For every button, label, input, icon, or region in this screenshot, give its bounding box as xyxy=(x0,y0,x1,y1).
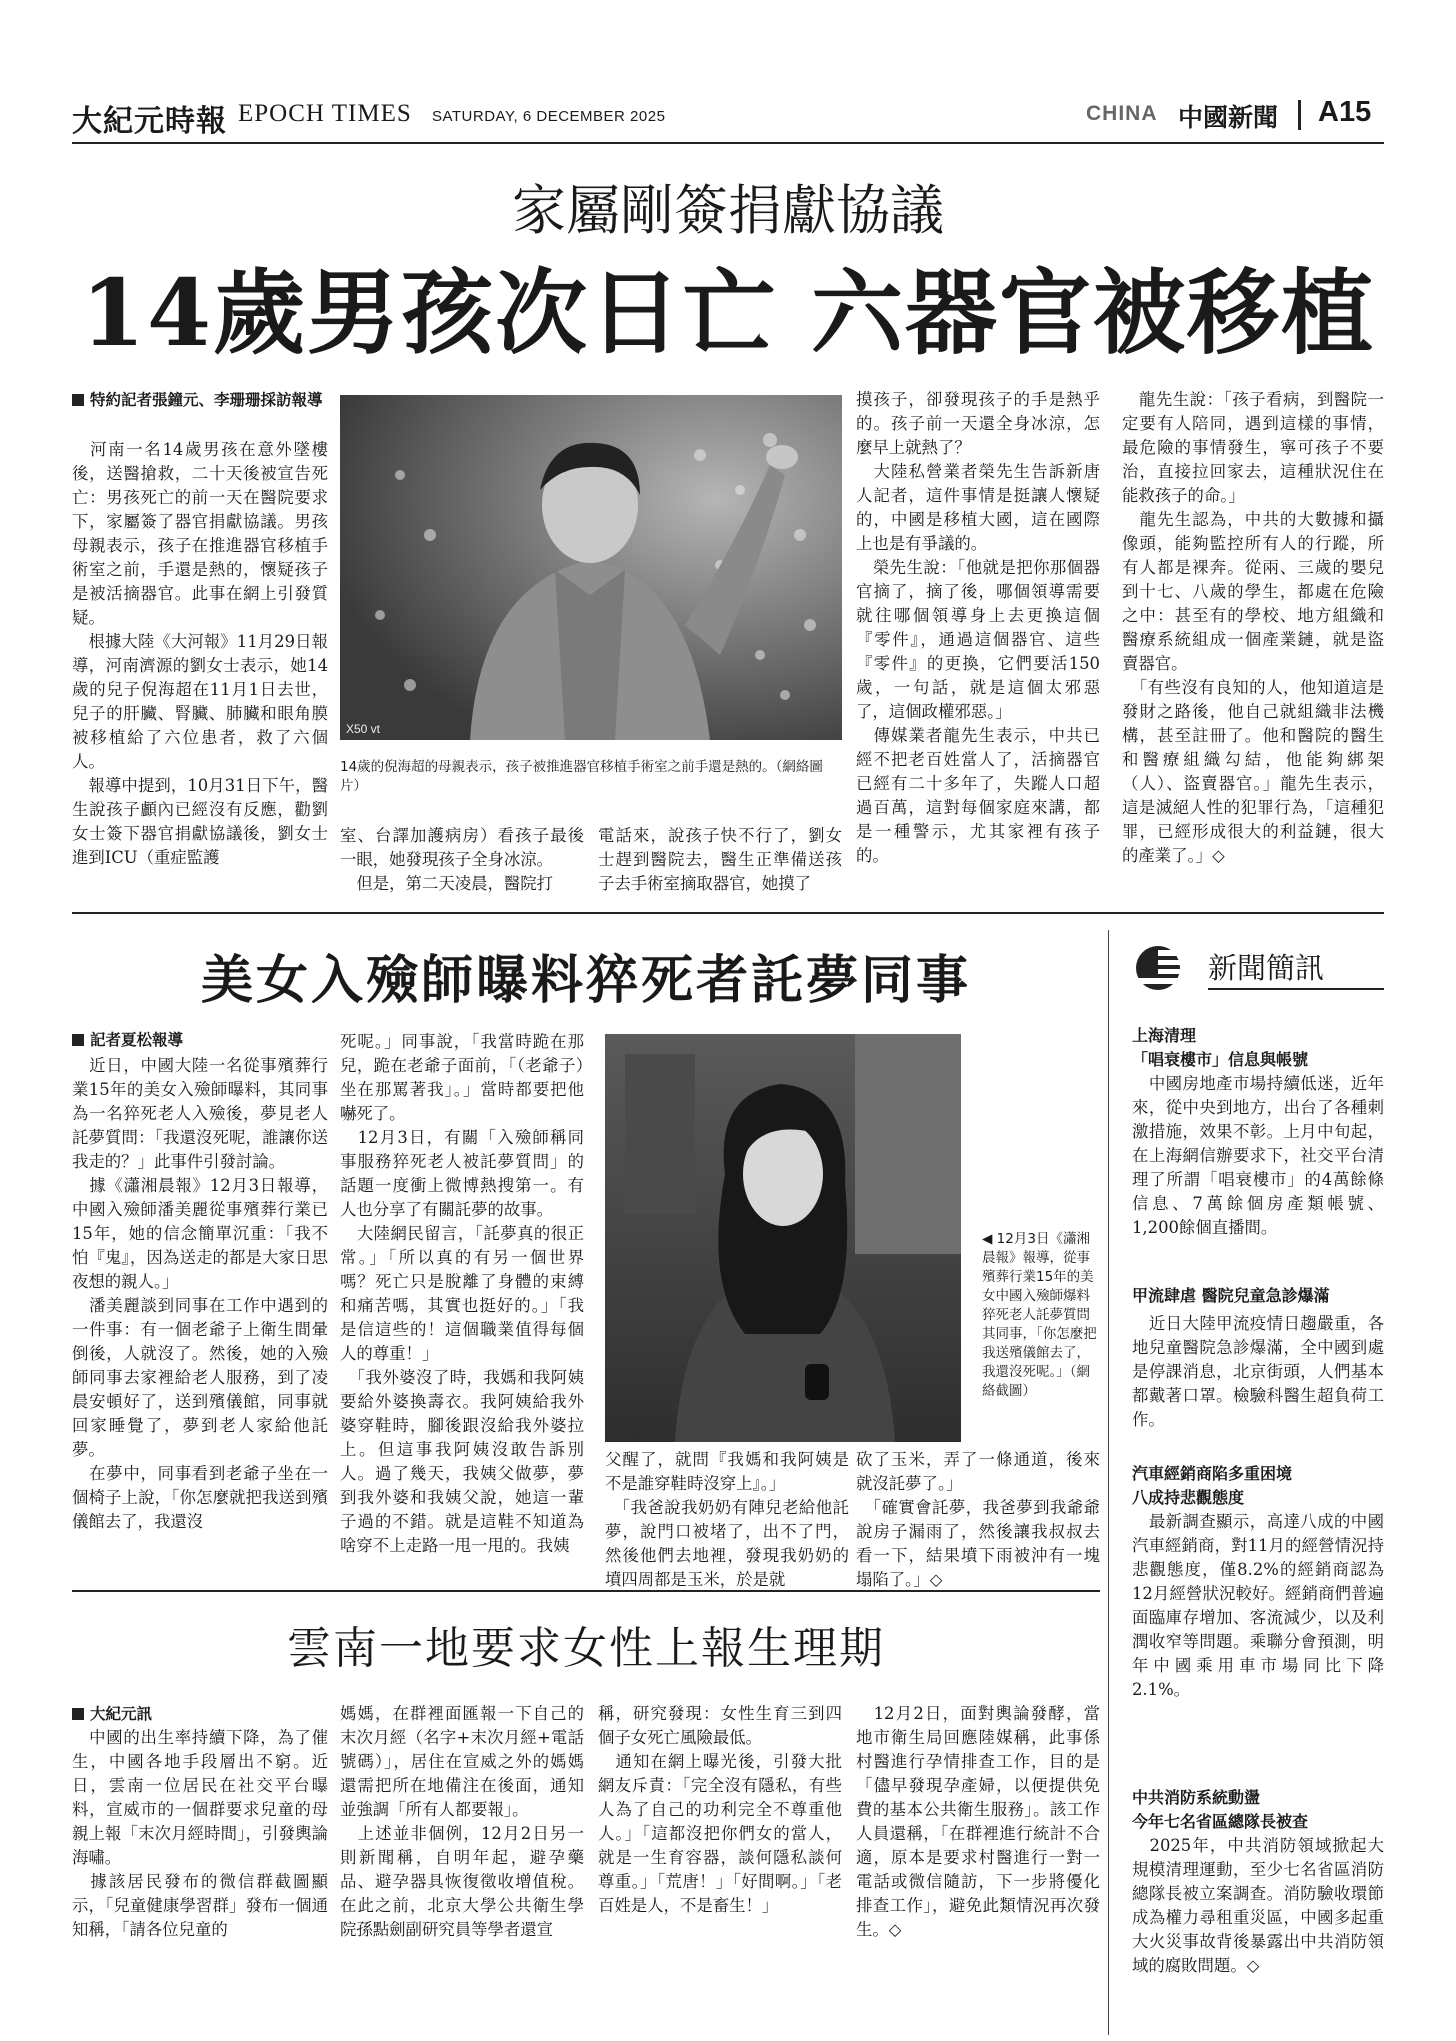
lead-caption: 14歲的倪海超的母親表示，孩子被推進器官移植手術室之前手還是熱的。（網絡圖片） xyxy=(340,759,823,794)
brief-title-line2: 八成持悲觀態度 xyxy=(1132,1488,1245,1507)
photo-watermark: X50 vt xyxy=(346,722,381,736)
story3-col-1: 中國的出生率持續下降，為了催生，中國各地手段層出不窮。近日，雲南一位居民在社交平台曝料，宣威市的一個群要求兒童的母親上報「末次月經時間」，引發輿論海嘯。 據該居民發布的微信群截圖顯示，「兒童健康學習群」發布一個通知稱，「請各位兒童的 xyxy=(72,1728,328,1939)
story3-headline: 雲南一地要求女性上報生理期 xyxy=(287,1623,885,1674)
byline-marker xyxy=(72,394,84,406)
section-divider xyxy=(1298,100,1301,130)
lead-col-5: 龍先生說：「孩子看病，到醫院一定要有人陪同，遇到這樣的事情，最危險的事情發生，寧可孩子不要治，直接拉回家去，這種狀況住在能救孩子的命。」 龍先生認為，中共的大數據和攝像頭，能夠監控所有人的行蹤，所有人都是裸奔。從兩、三歲的嬰兒到十七、八歲的學生，都處在危險之中：甚至有的學校、地方組織和醫療系統組成一個產業鏈，就是盜賣器官。 「有些沒有良知的人，他知道這是發財之路後，他自己就組織非法機構，甚至註冊了。他和醫院的醫生和醫療組織勾結，他能夠綁架（人）、盜賣器官。」龍先生表示，這是滅絕人性的犯罪行為，「這種犯罪，已經形成很大的利益鏈，很大的產業了。」◇ xyxy=(1122,390,1384,865)
brief-title-line2: 今年七名省區總隊長被查 xyxy=(1132,1812,1309,1831)
briefs-logo-icon xyxy=(1132,942,1192,992)
brief-title-line1: 汽車經銷商陷多重困境 xyxy=(1132,1464,1293,1483)
story2-headline: 美女入殮師曝料猝死者託夢同事 xyxy=(200,950,971,1011)
story2-photo-image xyxy=(605,1034,961,1442)
story2-col-1: 近日，中國大陸一名從事殯葬行業15年的美女入殮師曝料，其同事為一名猝死老人入殮後，夢見老人託夢質問：「我還沒死呢，誰讓你送我走的？」此事件引發討論。 據《瀟湘晨報》12月3日報導，中國入殮師潘美麗從事殯葬行業已15年，她的信念簡單沉重：「我不怕『鬼』，因為送走的都是大家日思夜想的親人。」 潘美麗談到同事在工作中遇到的一件事：有一個老爺子上衛生間暈倒後，人就沒了。然後，她的入殮師同事去家裡給老人服務，到了凌晨安頓好了，送到殯儀館，同事就回家睡覺了，夢到老人家給他託夢。 在夢中，同事看到老爺子坐在一個椅子上說，「你怎麼就把我送到殯儀館去了，我還沒 xyxy=(72,1056,328,1531)
story3-byline-text: 大紀元訊 xyxy=(90,1705,153,1723)
brief-body: 2025年，中共消防領域掀起大規模清理運動，至少七名省區消防總隊長被立案調查。消防驗收環節成為權力尋租重災區，中國多起重大火災事故背後暴露出中共消防領域的腐敗問題。◇ xyxy=(1132,1836,1384,1975)
brief-item xyxy=(1132,1284,1384,1432)
story3-byline xyxy=(72,1702,332,1726)
brief-item xyxy=(1132,1462,1384,1702)
brief-title-line1: 上海清理 xyxy=(1132,1026,1197,1045)
lead-col-3: 電話來，說孩子快不行了，劉女士趕到醫院去，醫生正準備送孩子去手術室摘取器官，她摸了 xyxy=(598,826,842,893)
lead-kicker: 家屬剛簽捐獻協議 xyxy=(512,179,944,242)
byline-marker xyxy=(72,1708,84,1720)
masthead-name-en: EPOCH TIMES xyxy=(238,100,412,127)
story2-col-3: 父醒了，就問『我媽和我阿姨是不是誰穿鞋時沒穿上』。」 「我爸說我奶奶有陣兒老給他託夢，說門口被堵了，出不了門，然後他們去地裡，發現我奶奶的墳四周都是玉米，於是就 xyxy=(605,1450,849,1589)
story2-bottom-rule xyxy=(72,1590,1100,1592)
briefs-title-rule xyxy=(1208,988,1384,990)
lead-col-1: 河南一名14歲男孩在意外墜樓後，送醫搶救，二十天後被宣告死亡：男孩死亡的前一天在醫院要求下，家屬簽了器官捐獻協議。男孩母親表示，孩子在推進器官移植手術室之前，手還是熱的，懷疑孩子是被活摘器官。此事在網上引發質疑。 根據大陸《大河報》11月29日報導，河南濟源的劉女士表示，她14歲的兒子倪海超在11月1日去世，兒子的肝臟、腎臟、肺臟和眼角膜被移植給了六位患者，救了六個人。 報導中提到，10月31日下午，醫生說孩子顱內已經沒有反應，勸劉女士簽下器官捐獻協議後，劉女士進到ICU（重症監護 xyxy=(72,440,328,867)
story2-col-4: 砍了玉米，弄了一條通道，後來就沒託夢了。」 「確實會託夢，我爸夢到我爺爺說房子漏雨了，然後讓我叔叔去看一下，結果墳下雨被沖有一塊塌陷了。」◇ xyxy=(856,1450,1100,1589)
page-number: A15 xyxy=(1318,96,1372,128)
brief-item xyxy=(1132,1024,1384,1240)
lead-col-2: 室、台譯加護病房）看孩子最後一眼，她發現孩子全身冰涼。 但是，第二天凌晨，醫院打 xyxy=(340,826,584,893)
story2-caption: ◀ 12月3日《瀟湘晨報》報導，從事殯葬行業15年的美女中國入殮師爆料猝死老人託夢質問其同事，「你怎麼把我送殯儀館去了，我還沒死呢。」（網絡截圖） xyxy=(982,1231,1097,1399)
story3-col-2: 媽媽，在群裡面匯報一下自己的末次月經（名字+末次月經+電話號碼）」，居住在宣威之外的媽媽還需把所在地備注在後面，通知並強調「所有人都要報」。 上述並非個例，12月2日另一則新聞稱，自明年起，避孕藥品、避孕器具恢復徵收增值稅。在此之前，北京大學公共衛生學院孫點劍副研究員等學者還宣 xyxy=(340,1704,584,1939)
story3-col-3: 稱，研究發現：女性生育三到四個子女死亡風險最低。 通知在網上曝光後，引發大批網友斥責：「完全沒有隱私，有些人為了自己的功利完全不尊重他人。」「這都沒把你們女的當人，就是一生育容器，談何隱私談何尊重。」「荒唐！」「好間啊。」「老百姓是人，不是畜生！」 xyxy=(598,1704,842,1915)
brief-title-line1: 中共消防系統動盪 xyxy=(1132,1788,1261,1807)
lead-col-4: 摸孩子，卻發現孩子的手是熱乎的。孩子前一天還全身冰涼，怎麼早上就熱了？ 大陸私營業者榮先生告訴新唐人記者，這件事情是挺讓人懷疑的，中國是移植大國，這在國際上也是有爭議的。 榮先生說：「他就是把你那個器官摘了，摘了後，哪個領導需要就往哪個領導身上去更換這個『零件』，通過這個器官、這些『零件』的更換，它們要活150歲，一句話，就是這個太邪惡了，這個政權邪惡。」 傳媒業者龍先生表示，中共已經不把老百姓當人了，活摘器官已經有二十多年了，失蹤人口超過百萬，這對每個家庭來講，都是一種警示，尤其家裡有孩子的。 xyxy=(856,390,1100,865)
section-name-zh: 中國新聞 xyxy=(1178,103,1279,132)
lead-byline xyxy=(72,388,332,412)
story2-byline-text: 記者夏松報導 xyxy=(90,1031,184,1049)
lead-photo-image xyxy=(340,395,842,740)
story3-col-4: 12月2日，面對輿論發酵，當地市衛生局回應陸媒稱，此事係村醫進行孕情排查工作，目的是「儘早發現孕產婦，以便提供免費的基本公共衛生服務」。該工作人員還稱，「在群裡進行統計不合適，原本是要求村醫進行一對一電話或微信隨訪，下一步將優化排查工作」，避免此類情況再次發生。◇ xyxy=(856,1704,1100,1939)
briefs-header xyxy=(1132,938,1384,998)
story2-photo xyxy=(605,1034,961,1442)
briefs-title: 新聞簡訊 xyxy=(1208,951,1325,985)
lead-headline: 14歲男孩次日亡 六器官被移植 xyxy=(80,259,1376,367)
lead-photo xyxy=(340,395,842,740)
brief-title-line1: 甲流肆虐 醫院兒童急診爆滿 xyxy=(1132,1286,1330,1305)
brief-body: 中國房地產市場持續低迷，近年來，從中央到地方，出台了各種刺激措施，效果不彰。上月中旬起，在上海網信辦要求下，社交平台清理了所謂「唱衰樓市」的4萬餘條信息、7萬餘個房產類帳號、1,200餘個直播間。 xyxy=(1132,1074,1384,1237)
lead-bottom-rule xyxy=(72,912,1384,914)
brief-body: 最新調查顯示，高達八成的中國汽車經銷商，對11月的經營情況持悲觀態度，僅8.2%的經銷商認為12月經營狀況較好。經銷商們普遍面臨庫存增加、客流減少，以及利潤收窄等問題。乘聯分會預測，明年中國乘用車市場同比下降2.1%。 xyxy=(1132,1512,1384,1699)
story2-col-2: 死呢。」同事說，「我當時跪在那兒，跪在老爺子面前，「（老爺子）坐在那罵著我」。」當時都要把他嚇死了。 12月3日，有關「入殮師稱同事服務猝死老人被託夢質問」的話題一度衝上微博熱搜第一。有人也分享了有關託夢的故事。 大陸網民留言，「託夢真的很正常。」「所以真的有另一個世界嗎？死亡只是脫離了身體的束縛和痛苦嗎，其實也挺好的。」「我是信這些的！這個職業值得每個人的尊重！」 「我外婆沒了時，我媽和我阿姨要給外婆換壽衣。我阿姨給我外婆穿鞋時，腳後跟沒給我外婆拉上。但這事我阿姨沒敢告訴別人。過了幾天，我姨父做夢，夢到我外婆和我姨父說，她這一輩子過的不錯。就是這鞋不知道為啥穿不上走路一甩一甩的。我姨 xyxy=(340,1032,584,1555)
brief-item xyxy=(1132,1786,1384,1978)
masthead-logo: 大紀元時報 xyxy=(72,104,227,139)
story2-byline xyxy=(72,1028,332,1052)
masthead-date: SATURDAY, 6 DECEMBER 2025 xyxy=(432,108,666,125)
lead-byline-text: 特約記者張鐘元、李珊珊採訪報導 xyxy=(90,391,323,409)
masthead-rule xyxy=(72,142,1384,144)
briefs-divider xyxy=(1108,930,1109,2035)
brief-body: 近日大陸甲流疫情日趨嚴重，各地兒童醫院急診爆滿，全中國到處是停課消息，北京街頭，人們基本都戴著口罩。檢驗科醫生超負荷工作。 xyxy=(1132,1314,1384,1429)
byline-marker xyxy=(72,1034,84,1046)
section-name-en: CHINA xyxy=(1086,102,1158,125)
brief-title-line2: 「唱衰樓市」信息與帳號 xyxy=(1132,1050,1309,1069)
